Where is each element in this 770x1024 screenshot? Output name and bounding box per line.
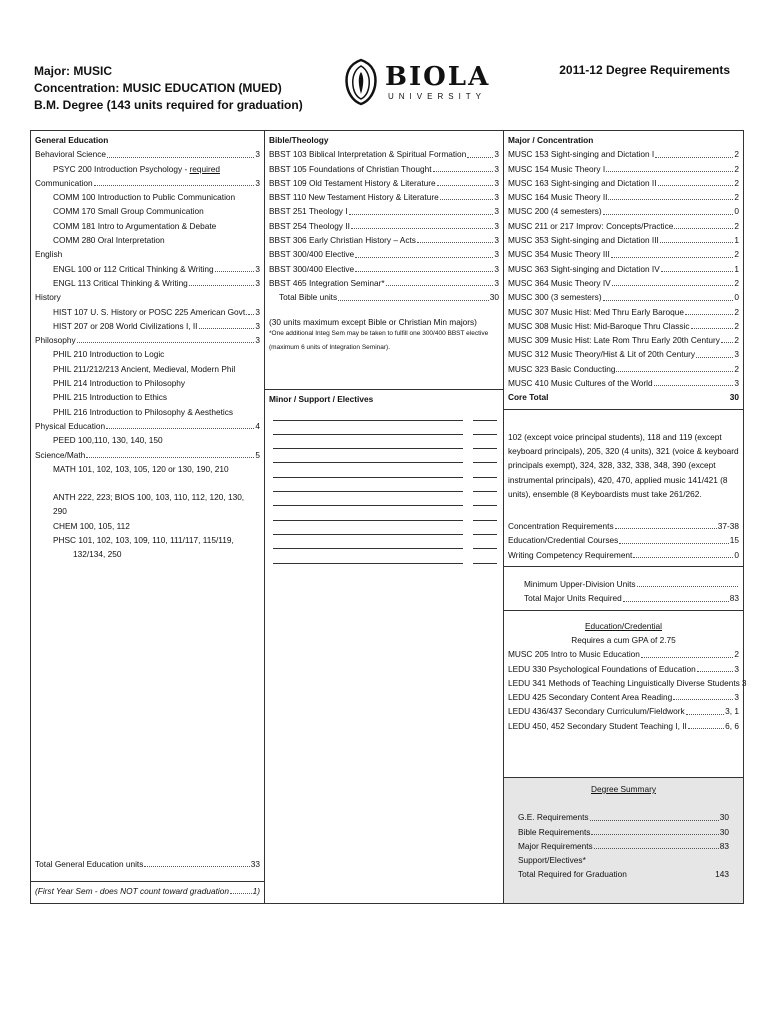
core-total-row: Core Total 30 — [508, 392, 739, 403]
bible-note-small: *One additional Integ Sem may be taken to fulfill one 300/400 BBST elective — [269, 329, 489, 337]
bible-course-row: BBST 300/400 Elective 3 — [269, 249, 499, 260]
bible-note: (30 units maximum except Bible or Christian Min majors) — [269, 316, 477, 327]
major-course-row: MUSC 163 Sight-singing and Dictation II 2 — [508, 177, 739, 188]
major-course-row: MUSC 154 Music Theory I 2 — [508, 163, 739, 174]
bible-total-row: Total Bible units 30 — [279, 292, 499, 303]
major-course-row: MUSC 307 Music Hist: Med Thru Early Baroque 2 — [508, 306, 739, 317]
total-major-units-row: Total Major Units Required 83 — [524, 593, 739, 604]
major-course-row: MUSC 312 Music Theory/Hist & Lit of 20th Century 3 — [508, 349, 739, 360]
bible-course-row: BBST 254 Theology II 3 — [269, 220, 499, 231]
bible-heading: Bible/Theology — [269, 135, 329, 145]
minor-blank-line[interactable] — [269, 506, 499, 520]
minor-blank-line[interactable] — [269, 492, 499, 506]
requirements-table — [30, 130, 747, 904]
ge-comm-item: COMM 181 Intro to Argumentation & Debate — [53, 220, 217, 231]
degree-title: B.M. Degree (143 units required for graduation) — [34, 98, 303, 112]
ge-comm-item: COMM 280 Oral Interpretation — [53, 235, 165, 246]
summary-bible-row: Bible Requirements 30 — [518, 826, 729, 837]
ge-peed-item: PEED 100,110, 130, 140, 150 — [53, 435, 163, 446]
ge-math-item: MATH 101, 102, 103, 105, 120 or 130, 190, 210 — [53, 463, 229, 474]
bible-course-row: BBST 465 Integration Seminar* 3 — [269, 277, 499, 288]
ge-phil-item: PHIL 215 Introduction to Ethics — [53, 392, 168, 403]
header-block — [34, 63, 303, 114]
major-course-row: MUSC 164 Music Theory II 2 — [508, 192, 739, 203]
minor-blank-line[interactable] — [269, 549, 499, 563]
major-course-row: MUSC 410 Music Cultures of the World 3 — [508, 378, 739, 389]
ge-anth-item: ANTH 222, 223; BIOS 100, 103, 110, 112, 120, 130, 290 — [53, 492, 245, 517]
major-title: Major: MUSIC — [34, 64, 112, 78]
minor-blank-line[interactable] — [269, 521, 499, 535]
edcred-heading: Education/Credential — [584, 620, 663, 631]
major-course-row: MUSC 364 Music Theory IV 2 — [508, 277, 739, 288]
edcred-course-row: LEDU 341 Methods of Teaching Linguistically Diverse Students 3 — [508, 677, 747, 688]
ge-total-row: Total General Education units 33 — [35, 859, 260, 869]
bible-course-row: BBST 105 Foundations of Christian Thought 3 — [269, 163, 499, 174]
ge-phsc-item: PHSC 101, 102, 103, 109, 110, 111/117, 115/119, — [53, 535, 234, 546]
minor-blank-line[interactable] — [269, 535, 499, 549]
major-course-row: MUSC 363 Sight-singing and Dictation IV 1 — [508, 263, 739, 274]
ge-science-row: Science/Math 5 — [35, 449, 260, 460]
summary-major-row: Major Requirements 83 — [518, 840, 729, 851]
min-upper-division-row: Minimum Upper-Division Units — [524, 577, 739, 591]
ge-phil-item: PHIL 216 Introduction to Philosophy & Aesthetics — [53, 406, 234, 417]
concentration-title: Concentration: MUSIC EDUCATION (MUED) — [34, 81, 282, 95]
edcred-course-list — [508, 647, 747, 733]
major-course-row: MUSC 353 Sight-singing and Dictation III 1 — [508, 235, 739, 246]
ge-hist-row: HIST 207 or 208 World Civilizations I, II 3 — [53, 320, 260, 331]
edcred-gpa: Requires a cum GPA of 2.75 — [571, 634, 676, 645]
logo-subtitle: UNIVERSITY — [388, 92, 487, 101]
ge-phil-item: PHIL 210 Introduction to Logic — [53, 349, 165, 360]
concentration-req-row: Concentration Requirements 37-38 — [508, 521, 739, 532]
minor-heading: Minor / Support / Electives — [269, 394, 374, 404]
biola-seal-icon — [341, 58, 381, 106]
minor-blank-line[interactable] — [269, 421, 499, 435]
edcred-course-row: LEDU 330 Psychological Foundations of Education 3 — [508, 663, 739, 674]
ge-hist-row: HIST 107 U. S. History or POSC 225 American Govt. 3 — [53, 306, 260, 317]
ge-heading: General Education — [35, 135, 109, 145]
ge-phsc-item: 132/134, 250 — [73, 549, 122, 560]
edcred-course-row: LEDU 425 Secondary Content Area Reading 3 — [508, 692, 739, 703]
biola-logo — [341, 58, 491, 108]
bible-course-row: BBST 109 Old Testament History & Literature 3 — [269, 177, 499, 188]
ge-english-label: English — [35, 249, 63, 260]
summary-support-row: Support/Electives* — [518, 855, 586, 866]
ge-history-label: History — [35, 292, 61, 303]
bible-course-list — [269, 147, 499, 290]
bible-course-row: BBST 300/400 Elective 3 — [269, 263, 499, 274]
ge-behavioral-row: Behavioral Science 3 — [35, 149, 260, 160]
major-course-row: MUSC 200 (4 semesters) 0 — [508, 206, 739, 217]
ge-engl-row: ENGL 113 Critical Thinking & Writing 3 — [53, 277, 260, 288]
ge-engl-row: ENGL 100 or 112 Critical Thinking & Writing 3 — [53, 263, 260, 274]
ge-phil-item: PHIL 211/212/213 Ancient, Medieval, Modern Phil — [53, 363, 236, 374]
minor-blank-line[interactable] — [269, 449, 499, 463]
edcred-courses-row: Education/Credential Courses 15 — [508, 535, 739, 546]
writing-competency-row: Writing Competency Requirement 0 — [508, 549, 739, 560]
major-course-row: MUSC 300 (3 semesters) 0 — [508, 292, 739, 303]
bible-note-small: (maximum 6 units of Integration Seminar). — [269, 343, 391, 351]
minor-blank-lines — [269, 406, 499, 563]
general-education-column — [31, 131, 265, 903]
major-course-row: MUSC 308 Music Hist: Mid-Baroque Thru Classic 2 — [508, 320, 739, 331]
ge-pe-row: Physical Education 4 — [35, 420, 260, 431]
edcred-course-row: LEDU 436/437 Secondary Curriculum/Fieldwork 3, 1 — [508, 706, 739, 717]
minor-blank-line[interactable] — [269, 463, 499, 477]
degree-summary — [504, 778, 743, 903]
major-course-list — [508, 147, 739, 390]
major-heading: Major / Concentration — [508, 135, 594, 145]
ge-phil-item: PHIL 214 Introduction to Philosophy — [53, 378, 186, 389]
minor-blank-line[interactable] — [269, 406, 499, 420]
bible-course-row: BBST 103 Biblical Interpretation & Spiritual Formation 3 — [269, 149, 499, 160]
major-course-row: MUSC 323 Basic Conducting 2 — [508, 363, 739, 374]
ge-chem-item: CHEM 100, 105, 112 — [53, 520, 130, 531]
year-title: 2011-12 Degree Requirements — [559, 63, 730, 77]
ge-communication-row: Communication 3 — [35, 177, 260, 188]
major-course-row: MUSC 153 Sight-singing and Dictation I 2 — [508, 149, 739, 160]
bible-course-row: BBST 110 New Testament History & Literature 3 — [269, 192, 499, 203]
edcred-course-row: LEDU 450, 452 Secondary Student Teaching I, II 6, 6 — [508, 720, 739, 731]
summary-heading: Degree Summary — [590, 784, 656, 794]
ge-psyc-item: PSYC 200 Introduction Psychology - required — [53, 163, 220, 174]
major-course-row: MUSC 354 Music Theory III 2 — [508, 249, 739, 260]
bible-course-row: BBST 251 Theology I 3 — [269, 206, 499, 217]
edcred-course-row: MUSC 205 Intro to Music Education 2 — [508, 649, 739, 660]
minor-blank-line[interactable] — [269, 478, 499, 492]
summary-ge-row: G.E. Requirements 30 — [518, 812, 729, 823]
ge-comm-item: COMM 170 Small Group Communication — [53, 206, 204, 217]
major-course-row: MUSC 309 Music Hist: Late Rom Thru Early 20th Century 2 — [508, 335, 739, 346]
concentration-paragraph: 102 (except voice principal students), 118 and 119 (except keyboard principals), 205, 320 (4 units), 321 (voice & keyboard principals exempt), 324, 328, 332, 338, 348, 390 (except instrumental principals), 420, 470, applied music 141/421 (8 units), ensemble (8 Keyboardists must take 261/262. — [508, 431, 739, 499]
summary-total-row: Total Required for Graduation 143 — [518, 869, 729, 880]
ge-philosophy-row: Philosophy 3 — [35, 335, 260, 346]
bible-column — [265, 131, 504, 903]
major-column — [504, 131, 747, 903]
major-course-row: MUSC 211 or 217 Improv: Concepts/Practice 2 — [508, 220, 739, 231]
ge-first-year-row: (First Year Sem - does NOT count toward graduation 1) — [35, 886, 260, 896]
ge-comm-item: COMM 100 Introduction to Public Communication — [53, 192, 236, 203]
logo-wordmark: BIOLA — [385, 62, 491, 92]
minor-blank-line[interactable] — [269, 435, 499, 449]
bible-course-row: BBST 306 Early Christian History – Acts 3 — [269, 235, 499, 246]
